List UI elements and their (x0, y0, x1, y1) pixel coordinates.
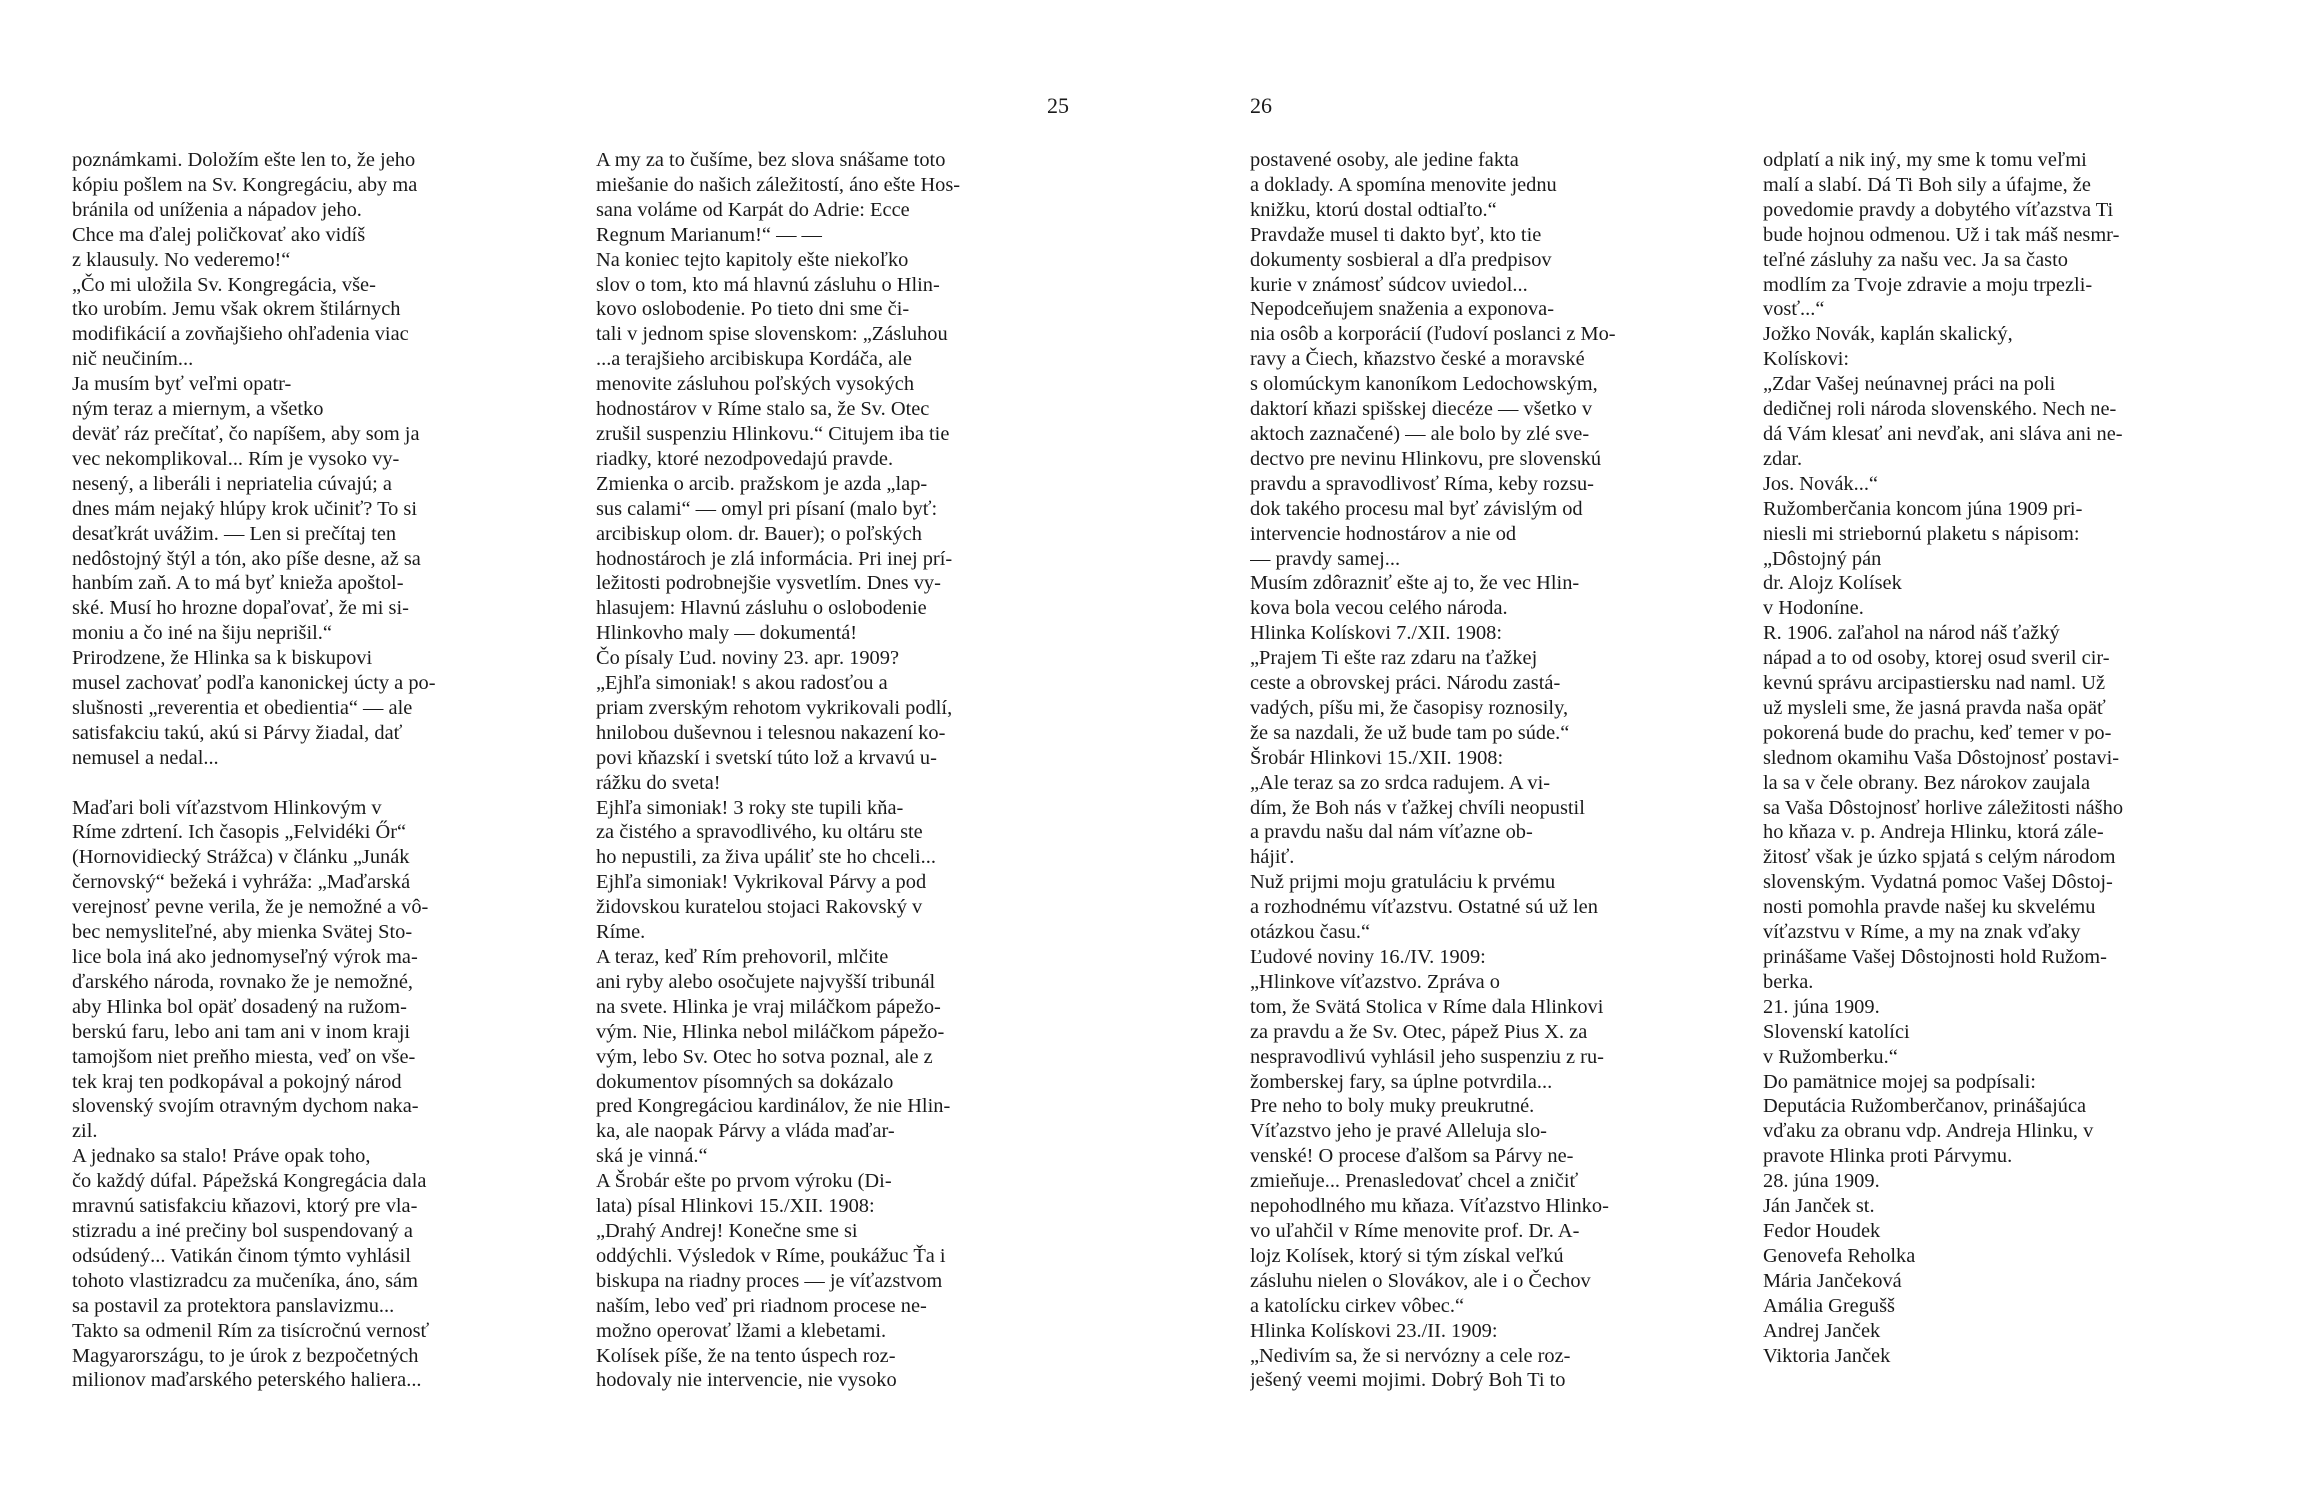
text-line: a pravdu našu dal nám víťazne ob- (1250, 821, 1533, 844)
text-line: knižku, ktorú dostal odtiaľto.“ (1250, 198, 1497, 221)
text-line: milionov maďarského peterského haliera... (72, 1369, 422, 1392)
text-line: ješený veemi mojimi. Dobrý Boh Ti to (1250, 1369, 1566, 1392)
text-line: Ríme zdrtení. Ich časopis „Felvidéki Őr“ (72, 821, 407, 844)
text-line: Pravdaže musel ti dakto byť, kto tie (1250, 223, 1542, 246)
text-line: zdar. (1763, 447, 1803, 470)
text-line: Ján Janček st. (1763, 1195, 1875, 1218)
text-line: ným teraz a miernym, a všetko (72, 398, 324, 421)
text-line: „Čo mi uložila Sv. Kongregácia, vše- (72, 273, 376, 296)
text-line: pravotе Hlinka proti Párvymu. (1763, 1145, 2013, 1168)
text-line: vosť...“ (1763, 298, 1825, 321)
text-line (72, 771, 552, 796)
text-line: dok takého procesu mal byť závislým od (1250, 497, 1583, 520)
text-line: Prirodzene, že Hlinka sa k biskupovi (72, 647, 373, 670)
text-line: (Hornovidiecký Strážca) v článku „Junák (72, 846, 410, 869)
page-number-right: 26 (1250, 93, 1272, 118)
text-line: nemusel a nedal... (72, 746, 219, 769)
text-line: možno operovať lžami a klebetami. (596, 1319, 887, 1342)
text-line: lice bola iná ako jednomyseľný výrok ma- (72, 946, 418, 968)
text-line: miešanie do našich záležitostí, áno ešte Hos- (596, 173, 961, 196)
text-line: Hlinka Kolískovi 7./XII. 1908: (1250, 622, 1503, 645)
text-line: a rozhodnému víťazstvu. Ostatné sú už len (1250, 896, 1598, 919)
text-line: naším, lebo veď pri riadnom procese ne- (596, 1294, 927, 1317)
text-line: ani ryby alebo osočujete najvyšší tribunál (596, 970, 936, 993)
text-line: Chce ma ďalej poličkovať ako vidíš (72, 223, 366, 246)
text-line: žomberskej fary, sa úplne potvrdila... (1250, 1070, 1553, 1093)
text-line: deväť ráz prečítať, čo napíšem, aby som ja (72, 422, 420, 445)
text-line: pravdu a spravodlivosť Ríma, keby rozsu- (1250, 472, 1594, 495)
text-line: prinášame Vašej Dôstojnosti hold Ružom- (1763, 946, 2107, 968)
text-line: aby Hlinka bol opäť dosadený na ružom- (72, 995, 407, 1018)
text-line: postavené osoby, ale jedine fakta (1250, 149, 1519, 171)
text-line: slovenský svojím otravným dychom naka- (72, 1095, 419, 1118)
text-line: hodovaly nie intervencie, nie vysoko (596, 1369, 897, 1392)
text-line: slov o tom, kto má hlavnú zásluhu o Hlin- (596, 273, 940, 296)
text-line: satisfakciu takú, akú si Párvy žiadal, dať (72, 721, 403, 744)
text-line: modifikácií a zovňajšieho ohľadenia viac (72, 323, 409, 346)
text-line: hnilobou duševnou i telesnou nakazení ko- (596, 721, 946, 744)
text-line: Hlinkovho maly — dokumentá! (596, 622, 858, 645)
text-line: berskú faru, lebo ani tam ani v inom kraji (72, 1020, 411, 1043)
text-line: a doklady. A spomína menovite jednu (1250, 173, 1557, 196)
text-line: desaťkrát uvážim. — Len si prečítaj ten (72, 522, 397, 545)
text-line: hodnostárov v Ríme stalo sa, že Sv. Otec (596, 398, 930, 421)
text-line: sa Vaša Dôstojnosť horlive záležitosti nášho (1763, 796, 2124, 819)
text-line: Deputácia Ružomberčanov, prinášajúca (1763, 1095, 2087, 1118)
text-line: nespravodlivú vyhlásil jeho suspenziu z ru- (1250, 1045, 1604, 1068)
text-line: nič neučiním... (72, 348, 194, 371)
text-line: že sa nazdali, že už bude tam po súde.“ (1250, 721, 1570, 744)
text-line: Jožko Novák, kaplán skalický, (1763, 323, 2013, 346)
text-line: kovo oslobodenie. Po tieto dni sme či- (596, 298, 910, 321)
text-line: musel zachovať podľa kanonickej úcty a po- (72, 672, 436, 695)
text-line: pokorená bude do prachu, keď temer v po- (1763, 721, 2112, 744)
text-line: tali v jednom spise slovenskom: „Zásluhou (596, 323, 948, 346)
text-line: venské! O procese ďalšom sa Párvy ne- (1250, 1145, 1574, 1168)
text-line: nesený, a liberáli i nepriatelia cúvajú; a (72, 472, 392, 495)
text-line: slovenským. Vydatná pomoc Vašej Dôstoj- (1763, 871, 2113, 894)
text-line: poznámkami. Doložím ešte len to, že jeho (72, 149, 416, 171)
text-line: „Ale teraz sa zo srdca radujem. A vi- (1250, 771, 1551, 794)
text-line: Ja musím byť veľmi opatr- (72, 373, 292, 396)
text-line: kópiu pošlem na Sv. Kongregáciu, aby ma (72, 173, 418, 196)
text-line: ...a terajšieho arcibiskupa Kordáča, ale (596, 348, 912, 371)
text-line: víťazstvu v Ríme, a my na znak vďaky (1763, 921, 2081, 944)
text-line: Musím zdôrazniť ešte aj to, že vec Hlin- (1250, 572, 1580, 595)
text-line: ho kňaza v. p. Andreja Hlinku, ktorá zále- (1763, 821, 2104, 844)
text-line: Ríme. (596, 921, 646, 944)
text-line: židovskou kuratelou stojaci Rakovský v (596, 896, 923, 919)
text-line: z klausuly. No vederemo!“ (72, 248, 291, 271)
text-line: na svete. Hlinka je vraj miláčkom pápežo- (596, 995, 941, 1018)
text-line: ská je vinná.“ (596, 1145, 708, 1168)
text-line: Amália Gregušš (1763, 1294, 1895, 1317)
text-line: Pre neho to boly muky preukrutné. (1250, 1095, 1535, 1118)
left-page-column-2 (596, 148, 1076, 1393)
text-line: hájiť. (1250, 846, 1295, 869)
text-line: la sa v čele obrany. Bez nárokov zaujala (1763, 771, 2091, 794)
text-line: daktorí kňazi spišskej diecéze — všetko v (1250, 398, 1593, 421)
text-line: ceste a obrovskej práci. Národu zastá- (1250, 672, 1561, 695)
text-line: Hlinka Kolískovi 23./II. 1909: (1250, 1319, 1498, 1342)
text-line: modlím za Tvoje zdravie a moju trpezli- (1763, 273, 2093, 296)
text-line: „Prajem Ti ešte raz zdaru na ťažkej (1250, 647, 1538, 670)
text-line: tamojšom niet preňho miesta, veď on vše- (72, 1045, 416, 1068)
text-line: ravy a Čiech, kňazstvo české a moravské (1250, 348, 1585, 371)
text-line: A my za to čušíme, bez slova snášame toto (596, 149, 946, 171)
text-line: dá Vám klesať ani nevďak, ani sláva ani ne- (1763, 422, 2123, 445)
text-line: menovite zásluhou poľských vysokých (596, 373, 915, 396)
text-line: nia osôb a korporácií (ľudoví poslanci z Mo- (1250, 323, 1616, 346)
text-line: ďarského národa, rovnako že je nemožné, (72, 970, 413, 993)
text-line: lojz Kolísek, ktorý si tým získal veľkú (1250, 1244, 1564, 1267)
text-line: berka. (1763, 970, 1814, 993)
text-line: hlasujem: Hlavnú zásluhu o oslobodenie (596, 597, 927, 620)
text-line: odplatí a nik iný, my sme k tomu veľmi (1763, 149, 2087, 171)
text-line: Zmienka o arcib. pražskom je azda „lap- (596, 472, 928, 495)
text-line: otázkou času.“ (1250, 921, 1371, 944)
text-line: „Drahý Andrej! Konečne sme si (596, 1219, 858, 1242)
text-line: Ejhľa simoniak! 3 roky ste tupili kňa- (596, 796, 904, 819)
text-line: Ľudové noviny 16./IV. 1909: (1250, 946, 1486, 968)
text-line: tohoto vlastizradcu za mučeníka, áno, sám (72, 1269, 418, 1292)
text-line: verejnosť pevne verila, že je nemožné a vô- (72, 896, 429, 919)
text-line: už mysleli sme, že jasná pravda naša opäť (1763, 696, 2106, 719)
text-line: Ružomberčania koncom júna 1909 pri- (1763, 497, 2083, 520)
text-line: bude hojnou odmenou. Už i tak máš nesmr- (1763, 223, 2120, 246)
text-line: teľné zásluhy za našu vec. Ja sa často (1763, 248, 2068, 271)
text-line: „Nedivím sa, že si nervózny a cele roz- (1250, 1344, 1571, 1367)
text-line: černovský“ bežeká i vyhráža: „Maďarská (72, 871, 411, 894)
text-line: sana voláme od Karpát do Adrie: Ecce (596, 198, 910, 221)
text-line: aktoch zaznačené) — ale bolo by zlé sve- (1250, 422, 1590, 445)
text-line: vec nekomplikoval... Rím je vysoko vy- (72, 447, 400, 470)
text-line: „Dôstojný pán (1763, 547, 1882, 570)
text-line: niesli mi striebornú plaketu s nápisom: (1763, 522, 2080, 545)
text-line: Viktoria Janček (1763, 1344, 1891, 1367)
text-line: Ejhľa simoniak! Vykrikoval Párvy a pod (596, 871, 927, 894)
right-page-column-2 (1763, 148, 2243, 1368)
text-line: povedomie pravdy a dobytého víťazstva Ti (1763, 198, 2114, 221)
text-line: za čistého a spravodlivého, ku oltáru ste (596, 821, 923, 844)
text-line: 21. júna 1909. (1763, 995, 1880, 1018)
text-line: vým. Nie, Hlinka nebol miláčkom pápežo- (596, 1020, 945, 1043)
text-line: vadých, píšu mi, že časopisy roznosily, (1250, 696, 1569, 719)
text-line: čo každý dúfal. Pápežská Kongregácia dala (72, 1170, 427, 1193)
text-line: arcibiskup olom. dr. Bauer); o poľských (596, 522, 922, 545)
text-line: „Zdar Vašej neúnavnej práci na poli (1763, 373, 2056, 396)
text-line: kova bola vecou celého národa. (1250, 597, 1508, 620)
text-line: Víťazstvo jeho je pravé Alleluja slo- (1250, 1120, 1547, 1143)
text-line: mravnú satisfakciu kňazovi, ktorý pre vla- (72, 1195, 418, 1218)
page-number-left: 25 (1047, 93, 1069, 118)
text-line: malí a slabí. Dá Ti Boh sily a úfajme, že (1763, 173, 2091, 196)
text-line: sa postavil za protektora panslavizmu... (72, 1294, 395, 1317)
text-line: dectvo pre nevinu Hlinkovu, pre slovenskú (1250, 447, 1602, 470)
text-line: Andrej Janček (1763, 1319, 1881, 1342)
text-line: A Šrobár ešte po prvom výroku (Di- (596, 1170, 892, 1193)
text-line: A jednako sa stalo! Práve opak toho, (72, 1145, 371, 1168)
text-line: zmieňuje... Prenasledovať chcel a zničiť (1250, 1170, 1579, 1193)
text-line: „Ejhľa simoniak! s akou radosťou a (596, 672, 888, 695)
text-line: vým, lebo Sv. Otec ho sotva poznal, ale z (596, 1045, 933, 1068)
text-line: Maďari boli víťazstvom Hlinkovým v (72, 796, 382, 819)
text-line: slednom okamihu Vaša Dôstojnosť postavi- (1763, 746, 2120, 769)
text-line: nápad a to od osoby, ktorej osud sveril cir- (1763, 647, 2110, 670)
text-line: bec nemysliteľné, aby mienka Svätej Sto- (72, 921, 413, 944)
text-line: Regnum Marianum!“ — — (596, 223, 822, 246)
text-line: Mária Jančeková (1763, 1269, 1902, 1292)
text-line: intervencie hodnostárov a nie od (1250, 522, 1517, 545)
text-line: dedičnej roli národa slovenského. Nech ne- (1763, 398, 2117, 421)
text-line: zil. (72, 1120, 98, 1143)
text-line: stizradu a iné prečiny bol suspendovaný a (72, 1219, 413, 1242)
text-line: riadky, ktoré nezodpovedajú pravde. (596, 447, 894, 470)
text-line: vďaku za obranu vdp. Andreja Hlinku, v (1763, 1120, 2094, 1143)
text-line: R. 1906. zaľahol na národ náš ťažký (1763, 622, 2060, 645)
text-line: ho nepustili, za živa upáliť ste ho chceli... (596, 846, 936, 869)
text-line: vo uľahčil v Ríme menovite prof. Dr. A- (1250, 1219, 1580, 1242)
text-line: dokumenty sosbieral a dľa predpisov (1250, 248, 1552, 271)
text-line: tko urobím. Jemu však okrem štilárnych (72, 298, 401, 321)
text-line: dr. Alojz Kolísek (1763, 572, 1902, 595)
text-line: — pravdy samej... (1250, 547, 1401, 570)
text-line: hanbím zaň. A to má byť knieža apoštol- (72, 572, 404, 595)
text-line: dnes mám nejaký hlúpy krok učiniť? To si (72, 497, 417, 520)
text-line: žitosť však je úzko spjatá s celým národom (1763, 846, 2116, 869)
text-line: v Hodoníne. (1763, 597, 1864, 620)
text-line: dím, že Boh nás v ťažkej chvíli neopustil (1250, 796, 1585, 819)
text-line: ležitosti podrobnejšie vysvetlím. Dnes vy- (596, 572, 941, 595)
text-line: kurie v známosť súdcov uviedol... (1250, 273, 1528, 296)
text-line: tek kraj ten podkopával a pokojný národ (72, 1070, 402, 1093)
text-line: tom, že Svätá Stolica v Ríme dala Hlinkovi (1250, 995, 1604, 1018)
text-line: Genovefa Reholka (1763, 1244, 1916, 1267)
text-line: Takto sa odmenil Rím za tisícročnú vernosť (72, 1319, 430, 1342)
text-line: dokumentov písomných sa dokázalo (596, 1070, 894, 1093)
text-line: povi kňazskí i svetskí túto lož a krvavú u- (596, 746, 937, 769)
text-line: nosti pomohla pravde našej ku skvelému (1763, 896, 2096, 919)
text-line: Čo písaly Ľud. noviny 23. apr. 1909? (596, 647, 900, 670)
text-line: nepohodlného mu kňaza. Víťazstvo Hlinko- (1250, 1195, 1609, 1218)
text-line: lata) písal Hlinkovi 15./XII. 1908: (596, 1195, 875, 1218)
text-line: hodnostároch je zlá informácia. Pri inej prí- (596, 547, 953, 570)
text-line: Do pamätnice mojej sa podpísali: (1763, 1070, 2036, 1093)
text-line: moniu a čo iné na šiju neprišil.“ (72, 622, 332, 645)
text-line: 28. júna 1909. (1763, 1170, 1880, 1193)
text-line: Magyarországu, to je úrok z bezpočetných (72, 1344, 419, 1367)
text-line: Slovenskí katolíci (1763, 1020, 1910, 1043)
text-line: Kolísek píše, že na tento úspech roz- (596, 1344, 896, 1367)
text-line: A teraz, keď Rím prehovoril, mlčite (596, 946, 889, 968)
text-line: Nuž prijmi moju gratuláciu k prvému (1250, 871, 1556, 894)
text-line: oddýchli. Výsledok v Ríme, poukážuc Ťa i (596, 1244, 946, 1267)
text-line: pred Kongregáciou kardinálov, že nie Hlin- (596, 1095, 951, 1118)
text-line: priam zverským rehotom vykrikovali podlí, (596, 696, 953, 719)
text-line: s olomúckym kanoníkom Ledochowským, (1250, 373, 1598, 396)
text-line: „Hlinkove víťazstvo. Zprávа o (1250, 970, 1500, 993)
text-line: Nepodceňujem snaženia a exponova- (1250, 298, 1555, 321)
text-line: Šrobár Hlinkovi 15./XII. 1908: (1250, 746, 1504, 769)
text-line: nedôstojný štýl a tón, ako píše desne, až sa (72, 547, 421, 570)
text-line: slušnosti „reverentia et obedientia“ — ale (72, 696, 413, 719)
text-line: ka, ale naopak Párvy a vláda maďar- (596, 1120, 895, 1143)
text-line: bránila od uníženia a nápadov jeho. (72, 198, 362, 221)
text-line: a katolícku cirkev vôbec.“ (1250, 1294, 1465, 1317)
text-line: Jos. Novák...“ (1763, 472, 1878, 495)
text-line: Fedor Houdek (1763, 1219, 1881, 1242)
text-line: biskupa na riadny proces — je víťazstvom (596, 1269, 943, 1292)
right-page-column-1 (1250, 148, 1730, 1393)
text-line: odsúdený... Vatikán činom týmto vyhlásil (72, 1244, 411, 1267)
text-line: Na koniec tejto kapitoly ešte niekoľko (596, 248, 909, 271)
left-page-column-1 (72, 148, 552, 1393)
text-line: zrušil suspenziu Hlinkovu.“ Citujem iba tie (596, 422, 950, 445)
text-line: kevnú správu arcipastiersku nad naml. Už (1763, 672, 2106, 695)
text-line: za pravdu a že Sv. Otec, pápež Pius X. za (1250, 1020, 1588, 1043)
text-line: zásluhu nielen o Slovákov, ale i o Čechov (1250, 1269, 1591, 1292)
text-line: sus calami“ — omyl pri písaní (malo byť: (596, 497, 938, 520)
text-line: Kolískovi: (1763, 348, 1850, 371)
text-line: ské. Musí ho hrozne dopaľovať, že mi si- (72, 597, 409, 620)
text-line: rážku do sveta! (596, 771, 721, 794)
text-line: v Ružomberku.“ (1763, 1045, 1898, 1068)
